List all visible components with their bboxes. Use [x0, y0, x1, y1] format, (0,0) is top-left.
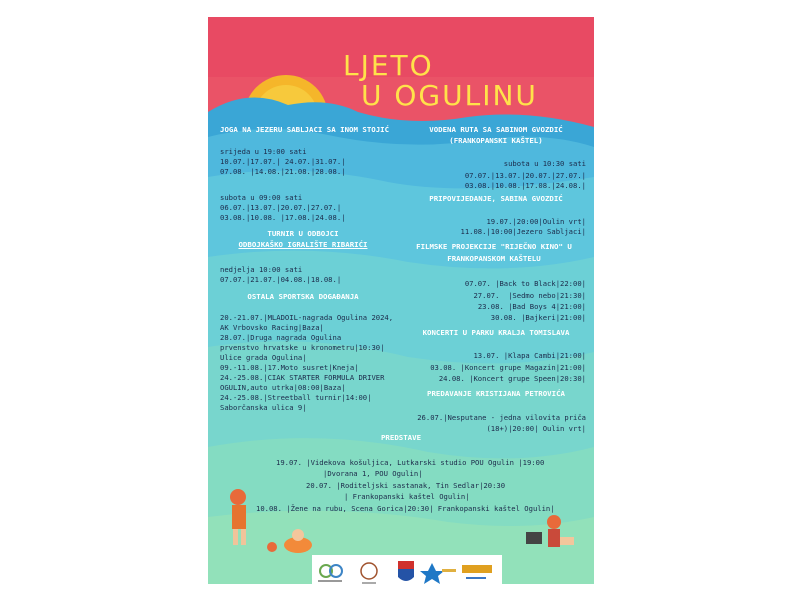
shows-line: |Dvorana 1, POU Ogulin| [323, 469, 423, 478]
sports-line: Saborčanska ulica 9| [220, 403, 307, 412]
yoga-line: 03.08.|10.08. |17.08.|24.08.| [220, 213, 346, 222]
concerts-line: 03.08. |Koncert grupe Magazin|21:00| [430, 363, 586, 372]
poster [208, 17, 594, 584]
lecture-line: (18+)|20:00| Oulin vrt| [486, 424, 586, 433]
story-line: 11.08.|10:00|Jezero Sabljaci| [460, 227, 586, 236]
film-line: 30.08. |Bajkeri|21:00| [490, 313, 586, 322]
sports-line: OGULIN,auto utrka|08:00|Baza| [220, 383, 346, 392]
lecture-heading: PREDAVANJE KRISTIJANA PETROVIĆA [427, 389, 565, 398]
sports-line: AK Vrbovsko Racing|Baza| [220, 323, 324, 332]
logo-strip [312, 555, 502, 591]
title-line-1: LJETO [343, 49, 434, 82]
shows-line: 19.07. |Videkova košuljica, Lutkarski studio POU Ogulin |19:00 [276, 458, 545, 467]
sports-line: 24.-25.08.|Streetball turnir|14:00| [220, 393, 372, 402]
shows-heading: PREDSTAVE [380, 433, 422, 442]
lecture-line: 26.07.|Nesputane - jedna vilovita priča [417, 413, 586, 422]
volley-heading-1: TURNIR U ODBOJCI [267, 229, 339, 238]
sports-line: 09.-11.08.|17.Moto susret|Kneja| [220, 363, 359, 372]
coat-of-arms-logo [398, 561, 414, 581]
yoga-line: srijeda u 19:00 sati [220, 147, 307, 156]
film-line: 07.07. |Back to Black|22:00| [464, 279, 586, 288]
yoga-line: 06.07.|13.07.|20.07.|27.07.| [220, 203, 342, 212]
concerts-line: 13.07. |Klapa Cambi|21:00| [473, 351, 586, 360]
og-logo [318, 565, 342, 582]
crest-logo [361, 563, 377, 584]
story-heading: PRIPOVIJEDANJE, SABINA GVOZDIĆ [429, 194, 563, 203]
sports-line: 24.-25.08.|CIAK STARTER FORMULA DRIVER [220, 373, 385, 382]
library-logo [420, 563, 456, 584]
concerts-line: 24.08. |Koncert grupe Speen|20:30| [438, 374, 586, 383]
sports-heading: OSTALA SPORTSKA DOGAĐANJA [247, 292, 359, 301]
tourist-board-logo [462, 565, 492, 579]
film-line: 23.08. |Bad Boys 4|21:00| [477, 302, 586, 311]
yoga-line: subota u 09:00 sati [220, 193, 303, 202]
logos [312, 555, 502, 591]
yoga-line: 10.07.|17.07.| 24.07.|31.07.| [220, 157, 346, 166]
film-line: 27.07. |Sedmo nebo|21:30| [473, 291, 586, 300]
water-heading-2: (FRANKOPANSKI KAŠTEL) [449, 136, 543, 145]
sports-line: Ulice grada Ogulina| [220, 353, 307, 362]
film-heading-2: FRANKOPANSKOM KAŠTELU [447, 254, 541, 263]
volley-line: 07.07.|21.07.|04.08.|18.08.| [220, 275, 342, 284]
water-line: 07.07.|13.07.|20.07.|27.07.| [464, 171, 586, 180]
title-line-2: U OGULINU [361, 79, 538, 112]
volley-line: nedjelja 10:00 sati [220, 265, 303, 274]
sports-line: 20.-21.07.|MLADOIL-nagrada Ogulina 2024, [220, 313, 394, 322]
story-line: 19.07.|20:00|Oulin vrt| [486, 217, 586, 226]
shows-line: 10.08. |Žene na rubu, Scena Gorica|20:30| Frankopanski kaštel Ogulin| [256, 504, 555, 513]
shows-line: | Frankopanski kaštel Ogulin| [344, 492, 470, 501]
concerts-heading: KONCERTI U PARKU KRALJA TOMISLAVA [422, 328, 570, 337]
water-heading-1: VODENA RUTA SA SABINOM GVOZDIĆ [429, 125, 563, 134]
water-line: 03.08.|10.08.|17.08.|24.08.| [464, 181, 586, 190]
shows-line: 20.07. |Roditeljski sastanak, Tin Sedlar|20:30 [306, 481, 506, 490]
yoga-heading: JOGA NA JEZERU SABLJACI SA INOM STOJIĆ [220, 125, 390, 134]
yoga-line: 07.08. |14.08.|21.08.|28.08.| [220, 167, 346, 176]
volley-heading-2: ODBOJKAŠKO IGRALIŠTE RIBARIĆI [238, 240, 368, 249]
sports-line: 28.07.|Druga nagrada Ogulina [220, 333, 342, 342]
film-heading-1: FILMSKE PROJEKCIJE "RIJEČNO KINO" U [416, 242, 572, 251]
sports-line: prvenstvo hrvatske u kronometru|10:30| [220, 343, 385, 352]
water-line: subota u 10:30 sati [503, 159, 586, 168]
